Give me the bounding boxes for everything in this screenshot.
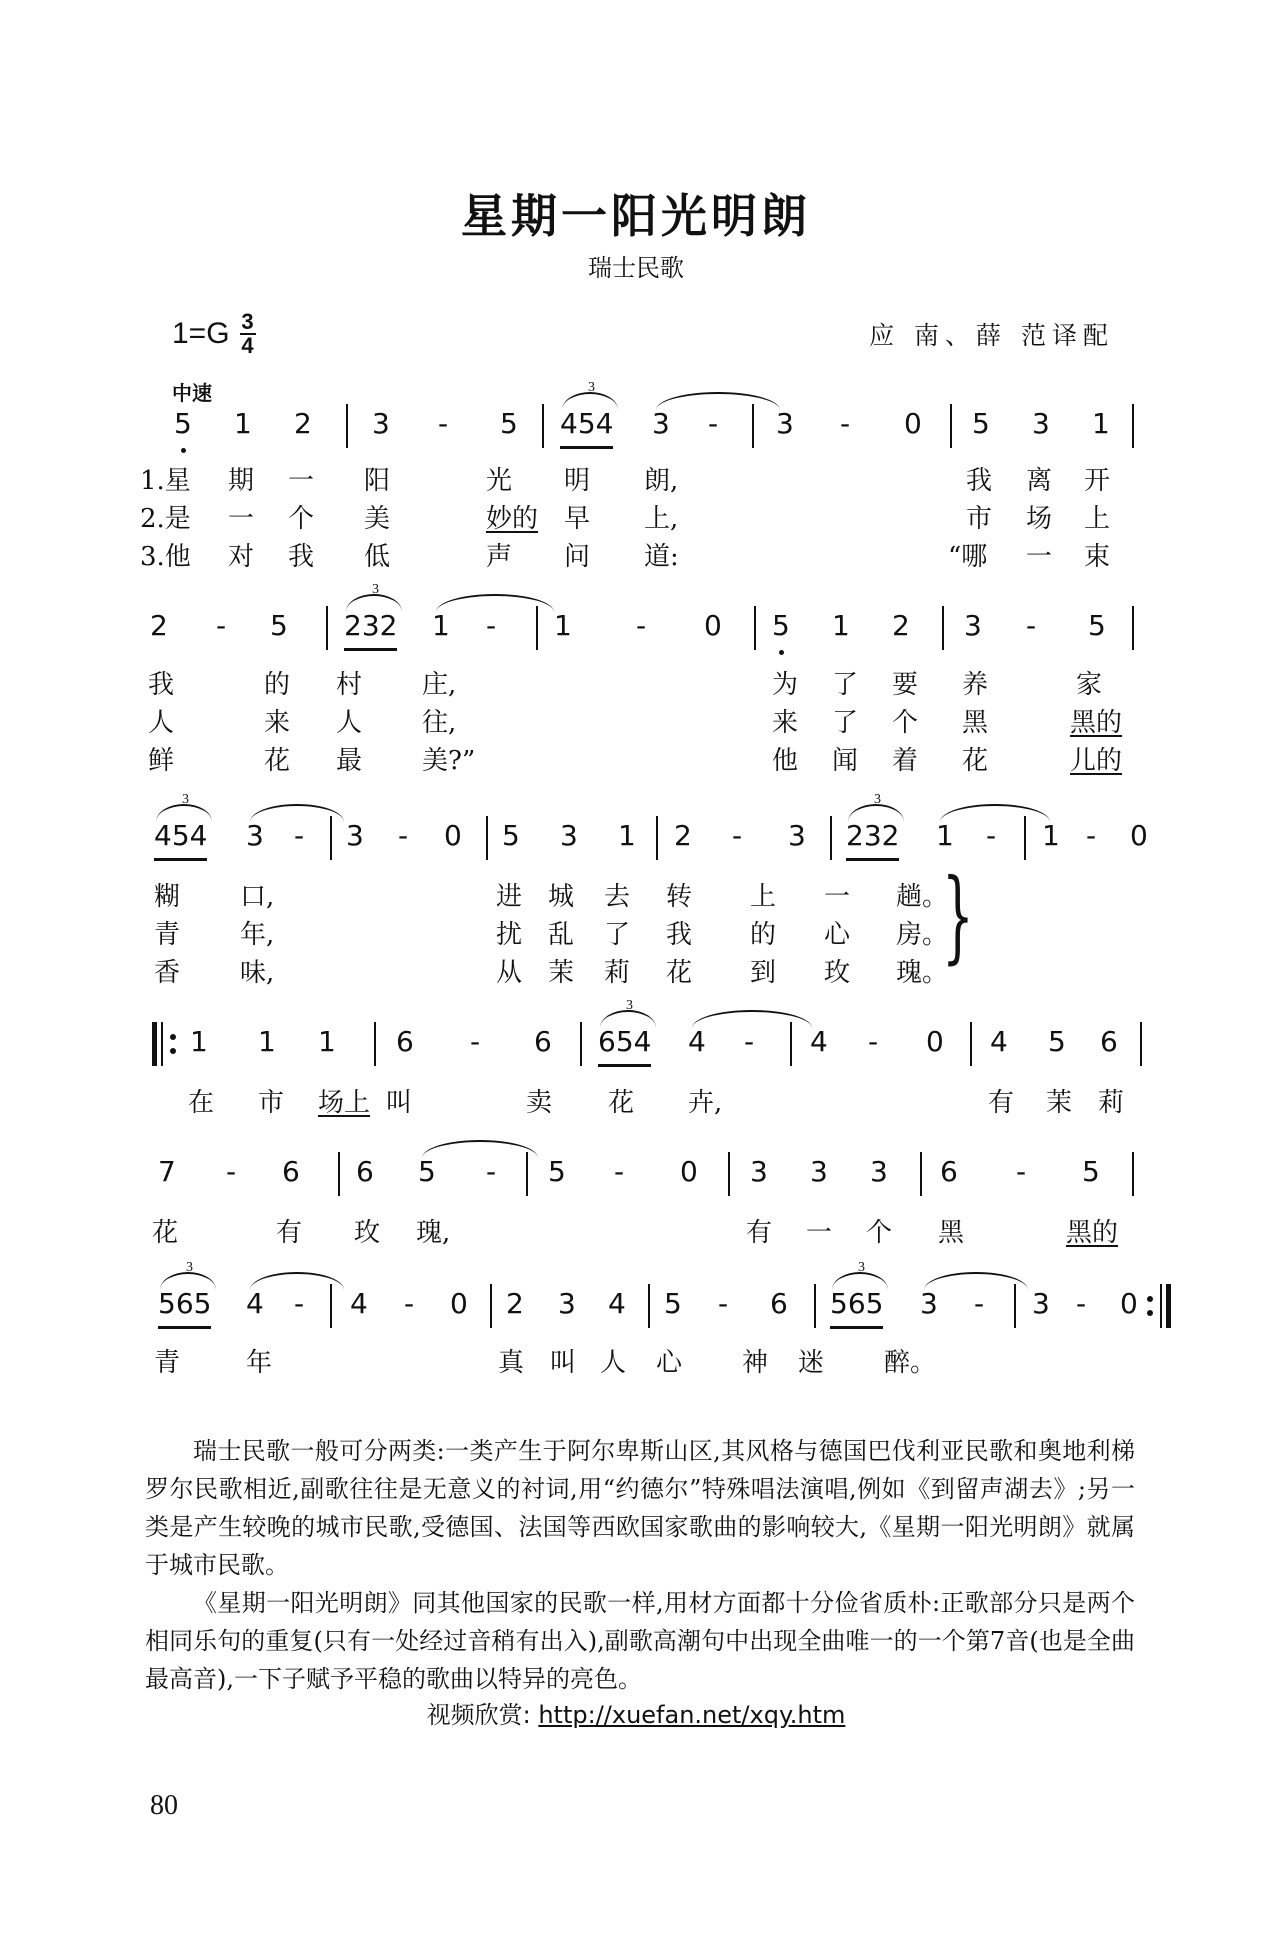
note: 3 [776, 407, 794, 440]
note: 3 [652, 407, 670, 440]
note: 5 [972, 407, 990, 440]
page-number: 80 [150, 1790, 178, 1821]
note: 5 [174, 407, 192, 440]
notation-row-2: 2 - 5 232 3 1 - 1 - 0 5 1 2 3 - 5 [150, 606, 1142, 656]
notation-row-4: 1 1 1 6 - 6 654 3 4 - 4 - 0 4 5 6 [150, 1022, 1142, 1072]
video-url-link[interactable]: http://xuefan.net/xqy.htm [538, 1701, 846, 1729]
note: 0 [904, 407, 922, 440]
note: - [840, 407, 851, 440]
note: 1 [1092, 407, 1110, 440]
lyrics-verse-1: 1.星 期 一 阳 光 明 朗, 我 离 开 [140, 466, 1111, 496]
song-title: 星期一阳光明朗 [461, 189, 811, 243]
note: - [438, 407, 449, 440]
notation-row-5: 7 - 6 6 5 - 5 - 0 3 3 3 6 - 5 [150, 1152, 1142, 1202]
commentary-text [145, 1432, 1135, 1698]
song-origin: 瑞士民歌 [588, 254, 684, 282]
lyrics-verse-2: 青 年, 扰 乱 了 我 的 心 房。 [154, 920, 949, 950]
lyrics-chorus: 青 年 真 叫 人 心 神 迷 醉。 [154, 1348, 937, 1378]
note: 5 [500, 407, 518, 440]
paragraph: 瑞士民歌一般可分两类:一类产生于阿尔卑斯山区,其风格与德国巴伐利亚民歌和奥地利梯罗尔民歌相近,副歌往往是无意义的衬词,用“约德尔”特殊唱法演唱,例如《到留声湖去》;另一类是产生较晚的城市民歌,受德国、法国等西欧国家歌曲的影响较大,《星期一阳光明朗》就属于城市民歌。 [145, 1437, 1135, 1579]
notation-row-6: 565 3 4 - 4 - 0 2 3 4 5 - 6 565 3 3 - 3 - 0 [150, 1284, 1142, 1334]
video-label: 视频欣赏: [426, 1701, 531, 1729]
note-group: 454 [560, 404, 613, 449]
note: - [708, 407, 719, 440]
video-link-line [0, 1695, 1272, 1730]
lyrics-chorus: 在 市 场上 叫 卖 花 卉, 有 茉 莉 [188, 1088, 1125, 1118]
note: 2 [294, 407, 312, 440]
note: 1 [234, 407, 252, 440]
translators-credit: 应 南、薛 范译配 [869, 321, 1114, 350]
meter-top: 3 [241, 309, 254, 334]
tempo-marking: 中速 [172, 381, 212, 405]
notation-row-3: 454 3 3 - 3 - 0 5 3 1 2 - 3 232 3 1 - 1 - 0 [150, 816, 1142, 866]
key-signature [172, 309, 256, 358]
lyrics-verse-3: 3.他 对 我 低 声 问 道: “哪 一 束 [140, 542, 1111, 572]
lyrics-verse-1: 糊 口, 进 城 去 转 上 一 趟。 [154, 882, 949, 912]
lyrics-verse-2: 2.是 一 个 美 妙的 早 上, 市 场 上 [140, 504, 1111, 534]
verse-brace: } [942, 857, 974, 974]
lyrics-chorus: 花 有 玫 瑰, 有 一 个 黑 黑的 [152, 1218, 1119, 1248]
lyrics-verse-3: 鲜 花 最 美?” 他 闻 着 花 儿的 [148, 746, 1123, 776]
notation-row-1: 5 1 2 3 - 5 454 3 3 - 3 - 0 5 3 1 [150, 404, 1142, 454]
key-label: 1=G [172, 317, 230, 350]
lyrics-verse-3: 香 味, 从 茉 莉 花 到 玫 瑰。 [154, 958, 949, 988]
paragraph: 《星期一阳光明朗》同其他国家的民歌一样,用材方面都十分俭省质朴:正歌部分只是两个相同乐句的重复(只有一处经过音稍有出入),副歌高潮句中出现全曲唯一的一个第7音(也是全曲最高音),一下子赋予平稳的歌曲以特异的亮色。 [145, 1589, 1135, 1693]
note: 3 [372, 407, 390, 440]
lyrics-verse-1: 我 的 村 庄, 为 了 要 养 家 [148, 670, 1103, 700]
note: 3 [1032, 407, 1050, 440]
time-signature [240, 309, 256, 358]
meter-bottom: 4 [241, 333, 254, 358]
lyrics-verse-2: 人 来 人 往, 来 了 个 黑 黑的 [148, 708, 1123, 738]
